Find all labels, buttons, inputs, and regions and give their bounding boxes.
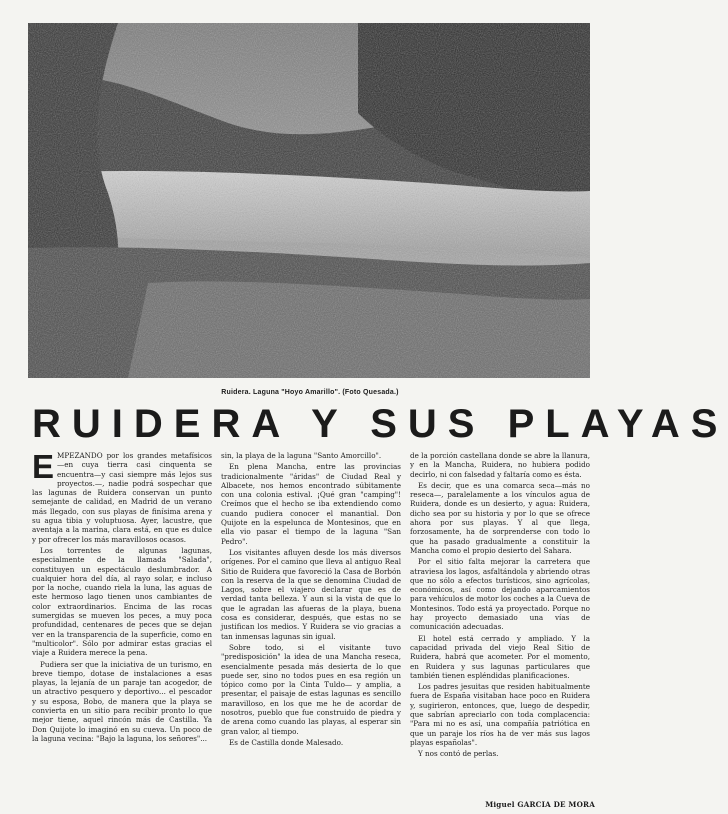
paragraph	[32, 448, 212, 544]
paragraph: de la porción castellana donde se abre la llanura, y en la Mancha, Ruidera, no hubiera podido decirlo, ni con falsedad y faltaría como es ésta.	[410, 451, 590, 479]
article-column-2	[221, 451, 401, 749]
paragraph: Por el sitio falta mejorar la carretera que atraviesa los lagos, asfaltándola y abriendo otras que no sólo a efectos turísticos, sino agrícolas, económicos, así como dejando aparcamientos para vehículos de motor los coches a la Cueva de Montesinos. Todo está ya proyectado. Porque no hay proyecto demasiado una vías de comunicación adecuadas.	[410, 557, 590, 632]
drop-cap: E	[32, 448, 55, 485]
paragraph: Los visitantes afluyen desde los más diversos orígenes. Por el camino que lleva al antiguo Real Sitio de Ruidera que favoreció la Casa de Borbón con la reserva de la que se denomina Ciudad de Lagos, sobre el viajero declarar que es de verdad tanta belleza. Y aun si la vista de que lo que le agradan las afueras de la playa, buena cosa es considerar, después, que estas no se justifican los medios. Y Ruidera se vio gracias a tan inmensas lagunas sin igual.	[221, 547, 401, 641]
paragraph: En plena Mancha, entre las provincias tradicionalmente "áridas" de Ciudad Real y Albacete, nos hemos encontrado súbitamente con una colonia estival. ¡Qué gran "camping"! Creímos que el hecho se iba extendiendo como cuando pudiera conocer el manantial. Don Quijote en la espelunca de Montesinos, que en ella vio pasar el tiempo de la laguna "San Pedro".	[221, 462, 401, 546]
paragraph: Sobre todo, si el visitante tuvo "predisposición" la idea de una Mancha reseca, esencialmente pesada más desierta de lo que puede ser, sino no todos pues en esa región un tópico como por la Cinta Tuldo— y amplia, a presentar, el paisaje de estas lagunas es sencillo maravilloso, en los que me he de acordar de nosotros, pueblo que fue construido de piedra y de arena como cuando las playas, al esperar sin gran valor, al tiempo.	[221, 642, 401, 736]
article-headline: RUIDERA Y SUS PLAYAS	[32, 402, 728, 446]
author-signature: Miguel GARCIA DE MORA	[485, 800, 595, 809]
lake-photograph	[28, 23, 590, 378]
article-column-1	[32, 448, 212, 745]
paragraph: Los padres jesuitas que residen habitualmente fuera de España visitaban hace poco en Ruidera y, sugirieron, entonces, que, luego de despedir, que sabrían apreciarlo con toda complacencia: "Para mi no es así, una compañía patriótica en que un paraje los ríos ha de ver más sus lagos playas españolas".	[410, 682, 590, 747]
photo-caption: Ruidera. Laguna "Hoyo Amarillo". (Foto Quesada.)	[221, 389, 399, 396]
paragraph: Y nos contó de perlas.	[418, 749, 499, 759]
paragraph: sin, la playa de la laguna "Santo Amorcillo".	[221, 451, 382, 460]
paragraph: El hotel está cerrado y ampliado. Y la capacidad privada del viejo Real Sitio de Ruidera, habrá que acometer. Por el momento, en Ruidera y sus lagunas particulares que también tienen espléndidas planificaciones.	[410, 633, 590, 680]
paragraph: Pudiera ser que la iniciativa de un turismo, en breve tiempo, dotase de instalaciones a esas playas, la lejanía de un paraje tan acogedor, de un atractivo pesquero y deportivo... el pescador y su esposa, Bobo, de manera que la playa se convierta en un sitio para recibir pronto lo que mejor tiene, aquel rincón más de Castilla. Ya Don Quijote lo imaginó en su cueva. Un poco de la laguna vecina: "Bajo la laguna, los señores"...	[32, 659, 212, 743]
paragraph: Es de Castilla donde Malesado.	[229, 737, 344, 747]
article-column-3	[410, 451, 590, 761]
paragraph-text: MPEZANDO por los grandes metafísicos—en cuya tierra casi cinquenta se encuentra—y casi siempre más lejos sus proyectos.—, nadie podrá sospechar que las lagunas de Ruidera conservan un punto semejante de calidad, en Madrid de un verano más llegado, con sus playas de finísima arena y su agua tibia y voluptuosa. Ayer, lacustre, que aventaja a la marina, clara está, en que es dulce y por ofrecer los más maravillosos ocasos.	[32, 451, 212, 544]
paragraph: Es decir, que es una comarca seca—más no reseca—, paralelamente a los vínculos agua de Ruidera, donde es un desierto, y agua: Ruidera, dicho sea por su historia y por lo que se ofrece ahora por sus playas. Y al que llega, forzosamente, ha de sorprenderse con todo lo que ha pasado gradualmente a constituir la Mancha como el propio desierto del Sahara.	[410, 480, 590, 555]
paragraph: Los torrentes de algunas lagunas, especialmente de la llamada "Salada", constituyen un espectáculo deslumbrador. A cualquier hora del día, al rayo solar, e incluso por la noche, cuando riela la luna, las aguas de este hermoso lago tienen unos cambiantes de color extraordinarios. Encima de las rocas sumergidas se mueven los peces, a muy poca profundidad, centenares de peces que se dejan ver en la transparencia de la superficie, como en "multicolor". Sólo por admirar estas gracias el viaje a Ruidera merece la pena.	[32, 545, 212, 658]
